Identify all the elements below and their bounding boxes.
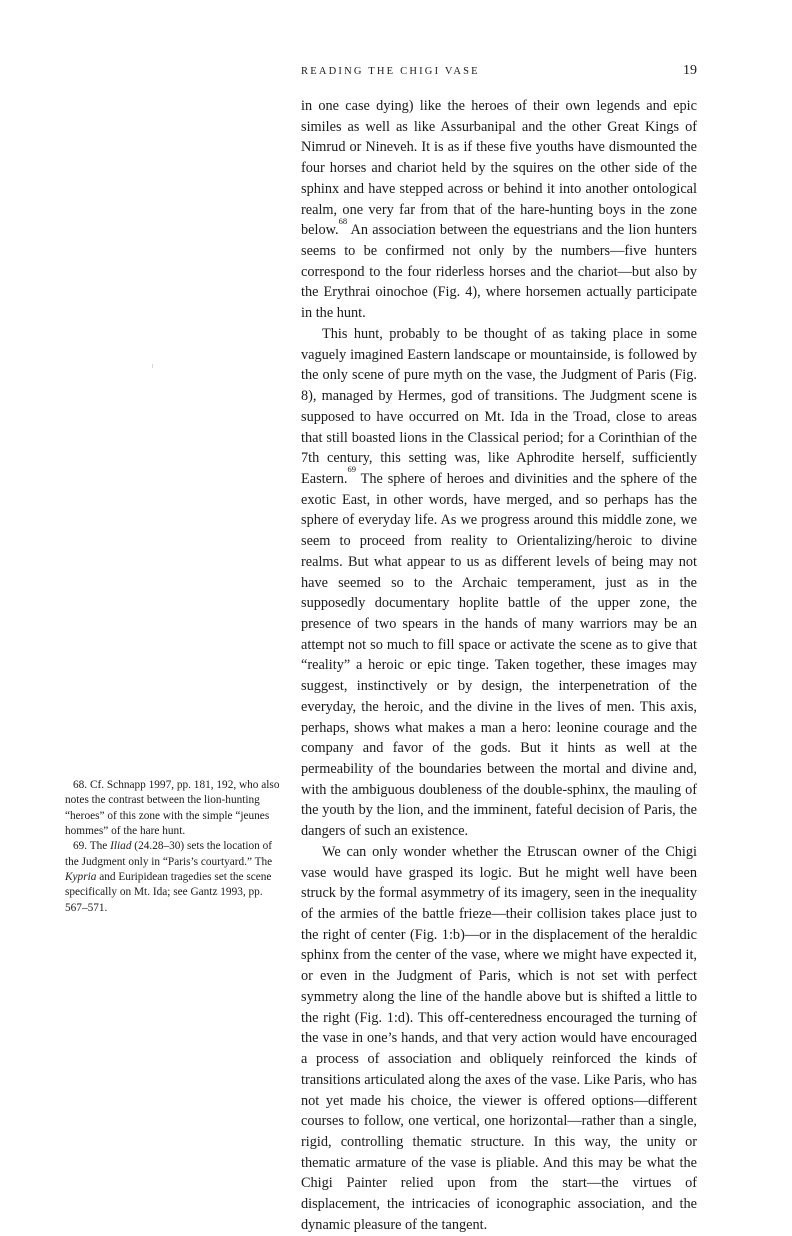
footnote-ref: 69 — [347, 464, 356, 475]
paragraph — [301, 842, 697, 1236]
paragraph — [301, 96, 697, 324]
footnote-text: and Euripidean tragedies set the scene specifically on Mt. Ida; see Gantz 1993, pp. 567–571. — [65, 871, 272, 914]
running-head — [301, 63, 697, 79]
main-text — [301, 96, 697, 1236]
paragraph-text: The sphere of heroes and divinities and the sphere of the exotic East, in other words, have merged, and so perhaps has the sphere of everyday life. As we progress around this middle zone, we seem to proceed from reality to Orientalizing/heroic to divine realms. But what appear to us as different levels of being may not have seemed so to the Archaic temperament, just as in the supposedly documentary hoplite battle of the upper zone, the presence of two spears in the hands of many warriors may be an attempt not so much to fill space or activate the scene as to give that “reality” a heroic or epic tinge. Taken together, these images may suggest, instinctively or by design, the interpenetration of the everyday, the heroic, and the divine in the lives of men. This axis, perhaps, shows what makes a man a hero: leonine courage and the company and favor of the gods. But it hints as well at the permeability of the boundaries between the mortal and divine and, with the ambiguous doubleness of the double-sphinx, the mauling of the youth by the lion, and the imminent, fateful decision of Paris, the dangers of such an existence. — [301, 470, 697, 840]
paragraph-text: This hunt, probably to be thought of as taking place in some vaguely imagined Eastern landscape or mountainside, is followed by the only scene of pure myth on the vase, the Judgment of Paris (Fig. 8), managed by Hermes, god of transitions. The Judgment scene is supposed to have occurred on Mt. Ida in the Troad, close to areas that still boasted lions in the Classical period; for a Corinthian of the 7th century, this setting was, like Aphrodite herself, sufficiently Eastern. — [301, 325, 697, 487]
footnote-text: (24.28–30) sets the location of the Judgment only in “Paris’s courtyard.” The — [65, 840, 273, 868]
footnote — [65, 778, 283, 839]
paragraph-text: An association between the equestrians and the lion hunters seems to be confirmed not only by the numbers—five hunters correspond to the four riderless horses and the chariot—but also by the Erythrai oinochoe (Fig. 4), where horsemen actually participate in the hunt. — [301, 222, 697, 322]
footnote-title: Iliad — [110, 840, 132, 853]
page-number: 19 — [683, 63, 697, 78]
footnote-ref: 68 — [338, 215, 348, 226]
footnotes — [65, 778, 283, 916]
running-title: READING THE CHIGI VASE — [301, 66, 480, 77]
footnote-title: Kypria — [65, 871, 97, 884]
paragraph-text: We can only wonder whether the Etruscan owner of the Chigi vase would have grasped its logic. But he might well have been struck by the formal asymmetry of its imagery, seen in the inequality of the armies of the battle frieze—their collision takes place just to the right of center (Fig. 1:b)—or in the displacement of the heraldic sphinx from the center of the vase, where we might have expected it, or even in the Judgment of Paris, which is not set with perfect symmetry along the line of the handle above but is shifted a little to the right (Fig. 1:d). This off-centeredness encouraged the turning of the vase in one’s hands, and that very action would have encouraged a process of association and obliquely reinforced the kinds of transitions articulated along the axes of the vase. Like Paris, who has not yet made his choice, the viewer is offered options—different courses to follow, one vertical, one horizontal—rather than a single, rigid, controlling thematic structure. In this way, the unity or thematic armature of the vase is pliable. And this may be what the Chigi Painter relied upon from the start—the virtues of displacement, the intricacies of iconographic association, and the dynamic pleasure of the tangent. — [301, 843, 697, 1233]
paragraph-text: in one case dying) like the heroes of their own legends and epic similes as well as like Assurbanipal and the other Great Kings of Nimrud or Nineveh. It is as if these five youths have dismounted the four horses and chariot held by the squires on the other side of the sphinx and have stepped across or behind it into another ontological realm, one very far from that of the hare-hunting boys in the zone below. — [301, 98, 697, 239]
footnote-text: 68. Cf. Schnapp 1997, pp. 181, 192, who also notes the contrast between the lion-hunting “heroes” of this zone with the simple “jeunes hommes” of the hare hunt. — [65, 779, 280, 838]
footnote-text: 69. The — [73, 840, 111, 853]
paragraph — [301, 324, 697, 842]
speck — [152, 364, 153, 368]
footnote — [65, 839, 283, 916]
